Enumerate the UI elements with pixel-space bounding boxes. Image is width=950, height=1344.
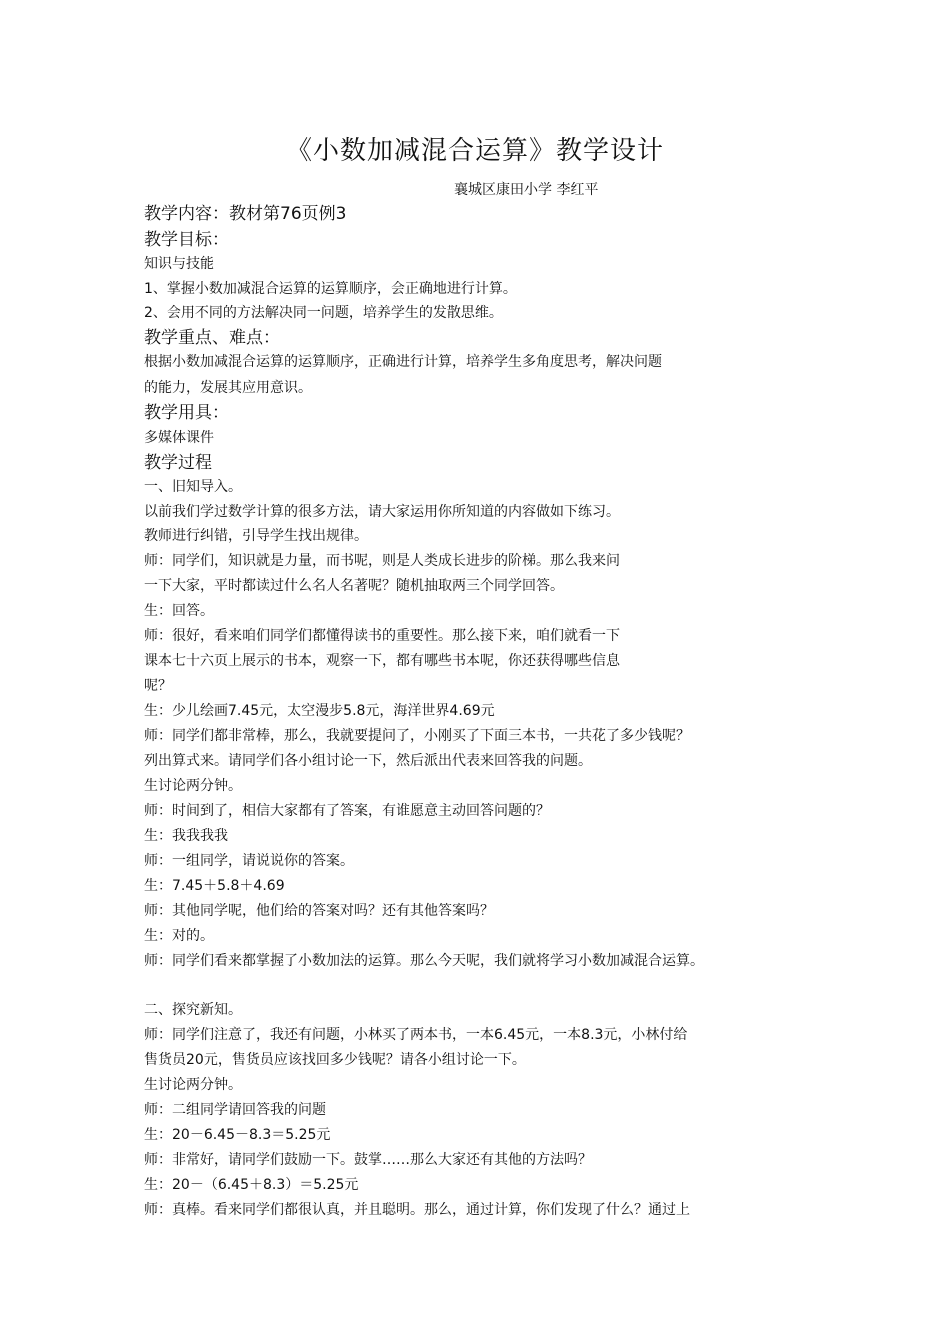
text-line: 生：对的。 xyxy=(144,928,214,944)
text-line: 生：7.45＋5.8＋4.69 xyxy=(144,878,285,894)
text-line: 1、掌握小数加减混合运算的运算顺序，会正确地进行计算。 xyxy=(144,281,517,297)
text-line: 课本七十六页上展示的书本，观察一下，都有哪些书本呢，你还获得哪些信息 xyxy=(144,653,620,669)
text-line: 生：20－（6.45＋8.3）＝5.25元 xyxy=(144,1177,359,1193)
text-line: 生讨论两分钟。 xyxy=(144,1077,242,1093)
text-line: 根据小数加减混合运算的运算顺序，正确进行计算，培养学生多角度思考，解决问题 xyxy=(144,354,662,370)
section-heading-process: 教学过程 xyxy=(144,453,212,473)
text-line: 以前我们学过数学计算的很多方法，请大家运用你所知道的内容做如下练习。 xyxy=(144,504,620,520)
text-line: 生：回答。 xyxy=(144,603,214,619)
text-line: 二、探究新知。 xyxy=(144,1002,242,1018)
section-heading-objectives: 教学目标： xyxy=(144,230,229,250)
text-line: 师：同学们都非常棒，那么，我就要提问了，小刚买了下面三本书，一共花了多少钱呢？ xyxy=(144,728,690,744)
text-line: 师：二组同学请回答我的问题 xyxy=(144,1102,326,1118)
text-line: 生：少儿绘画7.45元，太空漫步5.8元，海洋世界4.69元 xyxy=(144,703,495,719)
text-line: 师：同学们，知识就是力量，而书呢，则是人类成长进步的阶梯。那么我来问 xyxy=(144,553,620,569)
text-line: 的能力，发展其应用意识。 xyxy=(144,380,312,396)
text-line: 师：真棒。看来同学们都很认真，并且聪明。那么，通过计算，你们发现了什么？通过上 xyxy=(144,1202,690,1218)
section-heading-content: 教学内容：教材第76页例3 xyxy=(144,204,347,224)
text-line: 生：20－6.45－8.3＝5.25元 xyxy=(144,1127,331,1143)
text-line: 一下大家，平时都读过什么名人名著呢？随机抽取两三个同学回答。 xyxy=(144,578,564,594)
section-heading-tools: 教学用具： xyxy=(144,403,229,423)
text-line: 生讨论两分钟。 xyxy=(144,778,242,794)
text-line: 知识与技能 xyxy=(144,256,214,272)
text-line: 师：时间到了，相信大家都有了答案，有谁愿意主动回答问题的？ xyxy=(144,803,550,819)
text-line: 一、旧知导入。 xyxy=(144,479,242,495)
text-line: 生：我我我我 xyxy=(144,828,228,844)
text-line: 列出算式来。请同学们各小组讨论一下，然后派出代表来回答我的问题。 xyxy=(144,753,592,769)
document-title: 《小数加减混合运算》教学设计 xyxy=(285,136,664,166)
text-line: 师：同学们注意了，我还有问题，小林买了两本书，一本6.45元，一本8.3元，小林付给 xyxy=(144,1027,688,1043)
text-line: 师：非常好，请同学们鼓励一下。鼓掌……那么大家还有其他的方法吗？ xyxy=(144,1152,592,1168)
author-line: 襄城区康田小学 李红平 xyxy=(454,182,599,198)
text-line: 多媒体课件 xyxy=(144,430,214,446)
text-line: 售货员20元，售货员应该找回多少钱呢？请各小组讨论一下。 xyxy=(144,1052,526,1068)
text-line: 教师进行纠错，引导学生找出规律。 xyxy=(144,528,368,544)
text-line: 师：一组同学，请说说你的答案。 xyxy=(144,853,354,869)
text-line: 2、会用不同的方法解决同一问题，培养学生的发散思维。 xyxy=(144,305,503,321)
text-line: 师：很好，看来咱们同学们都懂得读书的重要性。那么接下来，咱们就看一下 xyxy=(144,628,620,644)
text-line: 呢？ xyxy=(144,678,172,694)
text-line: 师：其他同学呢，他们给的答案对吗？还有其他答案吗？ xyxy=(144,903,494,919)
text-line: 师：同学们看来都掌握了小数加法的运算。那么今天呢，我们就将学习小数加减混合运算。 xyxy=(144,953,704,969)
section-heading-keypoints: 教学重点、难点： xyxy=(144,328,280,348)
